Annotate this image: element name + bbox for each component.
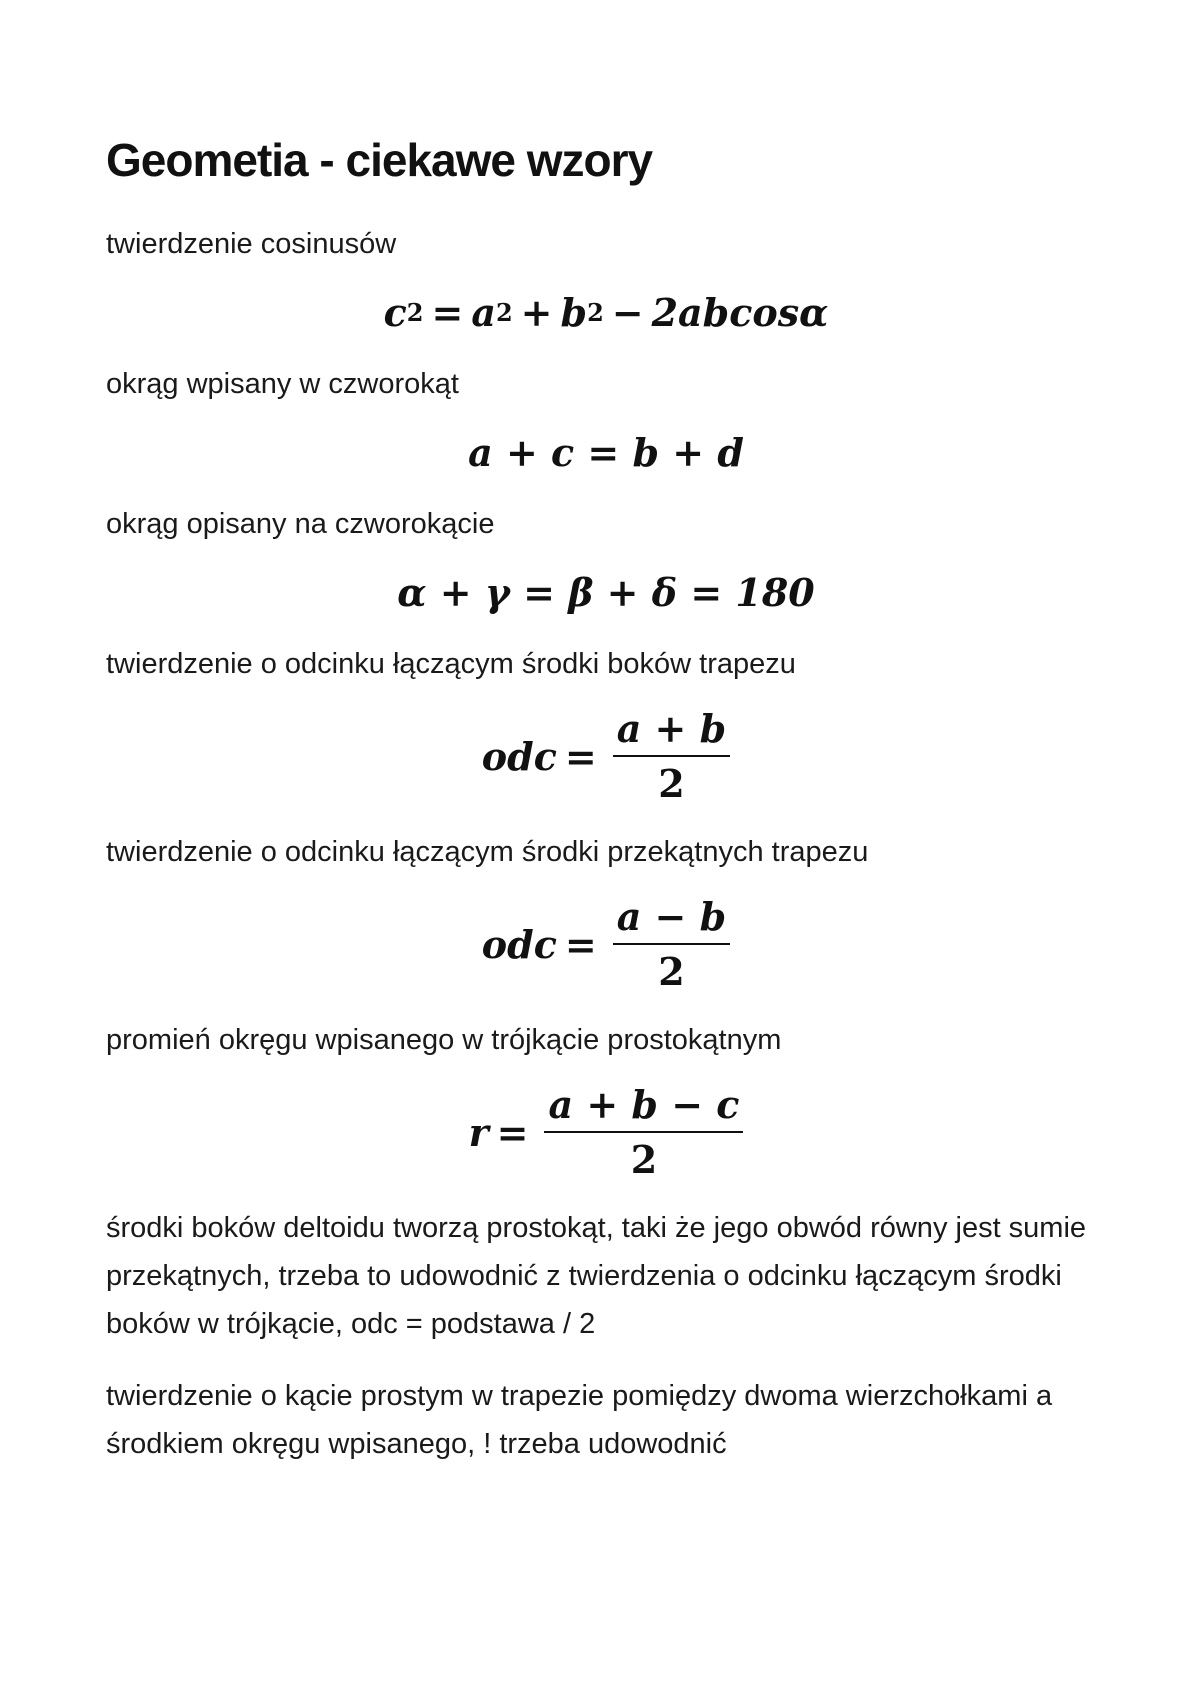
formula-trapezoid-midsegment: odc = $\frac{a + b}{2}$ xyxy=(106,696,1106,816)
section-label-trapezoid-diagonals: twierdzenie o odcinku łączącym środki przekątnych trapezu xyxy=(106,836,869,868)
formula-circumscribed-quadrilateral: α + γ = β + δ = 180 xyxy=(397,569,815,615)
fraction: $\frac{a + b}{2}$ xyxy=(613,706,731,806)
section-label-circumscribed-circle: okrąg opisany na czworokącie xyxy=(106,508,495,540)
section-label-cosines: twierdzenie cosinusów xyxy=(106,228,397,260)
paragraph-trapezoid-right-angle: twierdzenie o kącie prostym w trapezie pomiędzy dwoma wierzchołkami a środkiem okręgu wpisanego, ! trzeba udowodnić xyxy=(106,1380,1053,1460)
document-page xyxy=(106,128,1106,1468)
section-label-inscribed-circle: okrąg wpisany w czworokąt xyxy=(106,368,459,400)
section-label-trapezoid-midsegment: twierdzenie o odcinku łączącym środki boków trapezu xyxy=(106,648,796,680)
formula-trapezoid-diagonal-midpoints: odc = $\frac{a - b}{2}$ xyxy=(106,884,1106,1004)
fraction: $\frac{a - b}{2}$ xyxy=(613,894,731,994)
paragraph-deltoid: środki boków deltoidu tworzą prostokąt, taki że jego obwód równy jest sumie przekątnych, trzeba to udowodnić z twierdzenia o odcinku łączącym środki boków w trójkącie, odc = podstawa / 2 xyxy=(106,1212,1087,1340)
formula-inscribed-quadrilateral: a + c = b + d xyxy=(468,429,744,475)
page-title: Geometia - ciekawe wzory xyxy=(106,134,653,186)
section-label-incircle-radius: promień okręgu wpisanego w trójkącie prostokątnym xyxy=(106,1024,782,1056)
formula-law-of-cosines: c 2 = a 2 + b 2 − 2abcosα xyxy=(383,289,829,335)
fraction: $\frac{a + b - c}{2}$ xyxy=(544,1082,743,1182)
formula-incircle-radius: r = $\frac{a + b - c}{2}$ xyxy=(106,1072,1106,1192)
